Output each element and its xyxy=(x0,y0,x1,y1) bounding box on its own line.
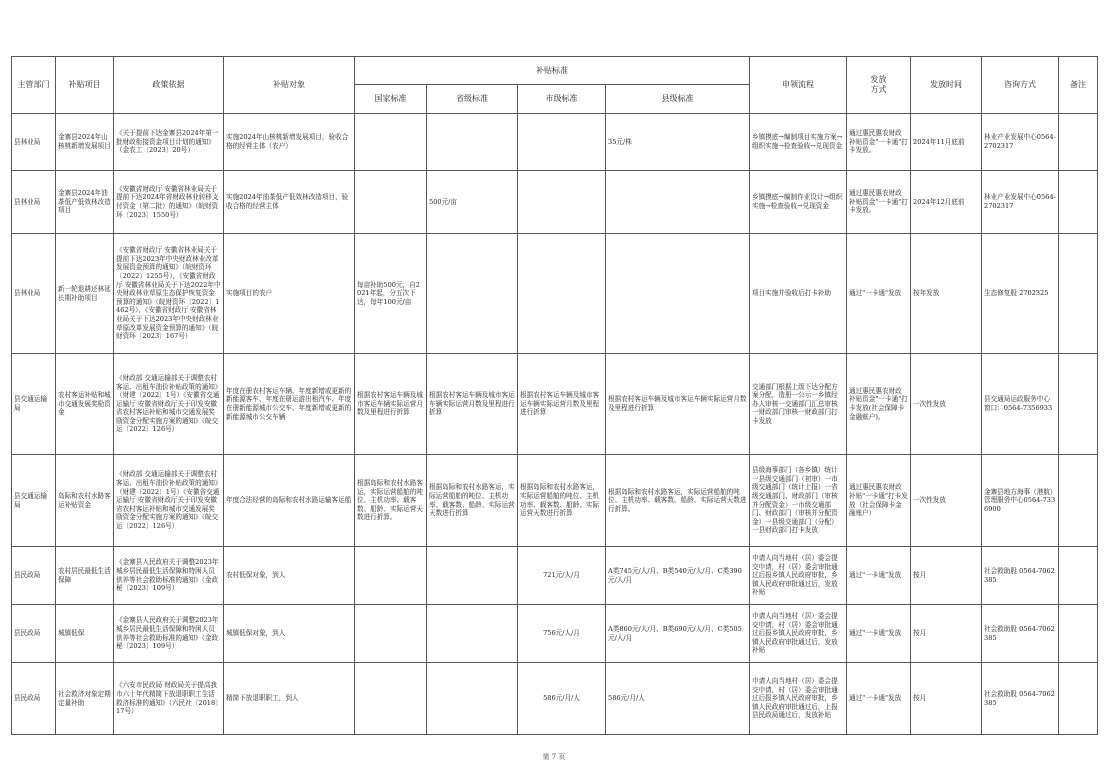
cell-item: 金寨县2024年油茶低产低效林改造项目 xyxy=(56,171,114,234)
cell-time: 按月 xyxy=(911,605,982,663)
cell-item: 农村居民最低生活保障 xyxy=(56,547,114,605)
cell-basis: 《金寨县人民政府关于调整2023年城乡居民最低生活保障和特困人员供养等社会救助标准的通知》（金政秘〔2023〕109号） xyxy=(114,547,224,605)
cell-national xyxy=(355,605,427,663)
cell-item: 农村客运补贴和城市交通发展奖励资金 xyxy=(56,354,114,455)
cell-method: 通过"一卡通"发放 xyxy=(847,547,911,605)
cell-note xyxy=(1059,455,1098,547)
cell-contact: 林业产业发展中心0564-2702317 xyxy=(982,171,1059,234)
cell-contact: 县交通局运政服务中心窗口：0564-7356933 xyxy=(982,354,1059,455)
cell-dept: 县民政局 xyxy=(12,605,56,663)
cell-time: 按月 xyxy=(911,547,982,605)
cell-city: 721元/人/月 xyxy=(518,547,606,605)
cell-city: 根据农村客运车辆及城市客运车辆实际运营月数及里程进行折算 xyxy=(518,354,606,455)
table-row xyxy=(12,605,1098,663)
cell-method: 通过惠民惠农财政补贴"一卡通"打卡发放（社会保障卡金融账户） xyxy=(847,455,911,547)
header-county: 县级标准 xyxy=(606,85,750,114)
cell-provincial xyxy=(427,547,518,605)
cell-national xyxy=(355,547,427,605)
cell-target: 精简下放退职职工，到人 xyxy=(224,663,355,735)
table-row xyxy=(12,354,1098,455)
header-note: 备注 xyxy=(1059,57,1098,114)
cell-basis: 《安徽省财政厅 安徽省林业局关于提前下达2023年中央财政林业改革发展资金预算的通知》（皖财资环〔2022〕1255号），《安徽省财政厅 安徽省林业局关于下达2022年中央财政林业草原生态保护恢复资金预算的通知》（皖财资环〔2022〕1462号），《安徽省财政厅 安徽省林业局关于下达2023年中央财政林业草原改革发展资金预算的通知》（皖财资环〔2023〕167号） xyxy=(114,234,224,354)
cell-contact: 社会救助股 0564-7062385 xyxy=(982,605,1059,663)
cell-contact: 社会救助股 0564-7062385 xyxy=(982,547,1059,605)
cell-time: 一次性发放 xyxy=(911,455,982,547)
table-row xyxy=(12,547,1098,605)
cell-note xyxy=(1059,171,1098,234)
header-time: 发放时间 xyxy=(911,57,982,114)
cell-provincial: 根据岛际和农村水路客运，实际运营船舶的吨位、主机功率、载客数、船龄、实际运营天数进行折算 xyxy=(427,455,518,547)
cell-dept: 县民政局 xyxy=(12,663,56,735)
cell-national xyxy=(355,114,427,171)
cell-county: 586元/月/人 xyxy=(606,663,750,735)
cell-city xyxy=(518,234,606,354)
cell-note xyxy=(1059,663,1098,735)
cell-provincial: 根据农村客运车辆及城市客运车辆实际运营月数及里程进行折算 xyxy=(427,354,518,455)
cell-time: 按年发放 xyxy=(911,234,982,354)
table-row xyxy=(12,171,1098,234)
header-contact: 咨询方式 xyxy=(982,57,1059,114)
cell-process: 项目实施并验收后打卡补助 xyxy=(750,234,847,354)
cell-method: 通过"一卡通"发放 xyxy=(847,663,911,735)
cell-target: 实施项目的农户 xyxy=(224,234,355,354)
table-row xyxy=(12,114,1098,171)
header-provincial: 省级标准 xyxy=(427,85,518,114)
cell-method: 通过惠民惠农财政补贴资金"一卡通"打卡发放。 xyxy=(847,171,911,234)
cell-target: 实施2024年油茶低产低效林改造项目，验收合格的经营主体 xyxy=(224,171,355,234)
cell-county: A类860元/人/月、B类690元/人/月、C类505元/人/月 xyxy=(606,605,750,663)
cell-provincial xyxy=(427,605,518,663)
table-row xyxy=(12,234,1098,354)
header-city: 市级标准 xyxy=(518,85,606,114)
cell-dept: 县交通运输局 xyxy=(12,354,56,455)
header-dept: 主管部门 xyxy=(12,57,56,114)
cell-item: 金寨县2024年山核桃新增发展项目 xyxy=(56,114,114,171)
cell-national xyxy=(355,663,427,735)
cell-method: 通过惠民惠农财政补贴资金"一卡通"打卡发放(社会保障卡金融账户)。 xyxy=(847,354,911,455)
cell-contact: 金寨县地方海事（港航）管理服务中心0564-7336900 xyxy=(982,455,1059,547)
header-process: 申领流程 xyxy=(750,57,847,114)
cell-item: 新一轮退耕还林延长期补助项目 xyxy=(56,234,114,354)
cell-basis: 《六安市民政局 财政局关于提高我市六十年代精简下放退职职工生活救济标准的通知》（六民社〔2018〕17号） xyxy=(114,663,224,735)
page-number: 第 7 页 xyxy=(542,753,566,761)
cell-target: 年度合法经营的岛际和农村水路运输客运船 xyxy=(224,455,355,547)
cell-provincial: 500元/亩 xyxy=(427,171,518,234)
cell-city xyxy=(518,114,606,171)
cell-process: 乡镇摸底→编制作业设计→组织实施→检查验收→兑现资金 xyxy=(750,171,847,234)
cell-method: 通过"一卡通"发放 xyxy=(847,605,911,663)
cell-dept: 县交通运输局 xyxy=(12,455,56,547)
cell-county xyxy=(606,234,750,354)
header-standard: 补贴标准 xyxy=(355,57,750,85)
cell-county: 根据农村客运车辆及城市客运车辆实际运营月数及里程进行折算 xyxy=(606,354,750,455)
cell-city: 根据岛际和农村水路客运，实际运营船舶的吨位、主机功率、载客数、船龄、实际运营天数进行折算 xyxy=(518,455,606,547)
cell-target: 农村低保对象，到人 xyxy=(224,547,355,605)
cell-method: 通过"一卡通"发放 xyxy=(847,234,911,354)
cell-dept: 县林业局 xyxy=(12,114,56,171)
cell-city: 586元/月/人 xyxy=(518,663,606,735)
cell-time: 2024年11月底前 xyxy=(911,114,982,171)
cell-national xyxy=(355,171,427,234)
cell-target: 城镇低保对象，到人 xyxy=(224,605,355,663)
cell-process: 申请人向当地村（居）委会提交申请，村（居）委会审批通过后报乡镇人民政府审批，乡镇人民政府审批通过后，发放补贴 xyxy=(750,547,847,605)
cell-target: 年度在册农村客运车辆、年度新增或更新的新能源客车、年度在册运游出租汽车、年度在册新能源城市公交车、年度新增或更新的新能源城市公交车辆 xyxy=(224,354,355,455)
cell-time: 按月 xyxy=(911,663,982,735)
cell-county xyxy=(606,171,750,234)
cell-process: 县级海事部门（各乡镇）统计一县级交通部门（初审）一市级交通部门（统计上报）一省级交通部门、财政部门（审核并分配资金）一市级交通部门、财政部门（审核并分配资金）一县级交通部门（分配）一县财政部门打卡发放 xyxy=(750,455,847,547)
cell-dept: 县民政局 xyxy=(12,547,56,605)
header-item: 补贴项目 xyxy=(56,57,114,114)
cell-dept: 县林业局 xyxy=(12,171,56,234)
cell-national: 根据岛际和农村水路客运，实际运营船舶的吨位、主机功率、载客数、船龄、实际运营天数进行折算。 xyxy=(355,455,427,547)
cell-item: 岛际和农村水路客运补贴资金 xyxy=(56,455,114,547)
cell-contact: 林业产业发展中心0564-2702317 xyxy=(982,114,1059,171)
cell-national: 每亩补助500元，自2021年起，分五次下达，每年100元/亩 xyxy=(355,234,427,354)
cell-time: 2024年12月底前 xyxy=(911,171,982,234)
header-basis: 政策依据 xyxy=(114,57,224,114)
cell-contact: 社会救助股 0564-7062385 xyxy=(982,663,1059,735)
cell-note xyxy=(1059,354,1098,455)
table-row xyxy=(12,663,1098,735)
subsidy-table xyxy=(11,56,1098,735)
cell-basis: 《金寨县人民政府关于调整2023年城乡居民最低生活保障和特困人员供养等社会救助标准的通知》（金政秘〔2023〕109号） xyxy=(114,605,224,663)
cell-city xyxy=(518,171,606,234)
cell-item: 城镇低保 xyxy=(56,605,114,663)
cell-item: 社会救济对象定期定量补助 xyxy=(56,663,114,735)
cell-provincial xyxy=(427,234,518,354)
cell-basis: 《安徽省财政厅 安徽省林业局关于提前下达2024年省财政林业转移支付资金（第二批）的通知》（皖财资环〔2023〕1550号） xyxy=(114,171,224,234)
cell-city: 756元/人/月 xyxy=(518,605,606,663)
cell-process: 乡镇摸底→编制项目实施方案→组织实施→检查验收→兑现资金 xyxy=(750,114,847,171)
cell-county: 根据岛际和农村水路客运，实际运营船舶的吨位、主机功率、载客数、船龄、实际运营天数进行折算。 xyxy=(606,455,750,547)
cell-basis: 《财政部 交通运输部关于调整农村客运、出租车油价补贴政策的通知》（财建〔2022〕1号）《安徽省交通运输厅 安徽省财政厅关于印发安徽省农村客运补贴和城市交通发展奖励资金分配实施方案的通知》（皖交运〔2022〕126号） xyxy=(114,354,224,455)
table-row xyxy=(12,455,1098,547)
cell-note xyxy=(1059,547,1098,605)
header-method: 发放 方式 xyxy=(847,57,911,114)
cell-target: 实施2024年山核桃新增发展项目，验收合格的经营主体（农户） xyxy=(224,114,355,171)
cell-county: A类745元/人/月、B类540元/人/月、C类390元/人/月 xyxy=(606,547,750,605)
header-target: 补贴对象 xyxy=(224,57,355,114)
cell-note xyxy=(1059,114,1098,171)
cell-method: 通过惠民惠农财政补贴资金"一卡通"打卡发放。 xyxy=(847,114,911,171)
cell-provincial xyxy=(427,114,518,171)
cell-national: 根据农村客运车辆及城市客运车辆实际运营月数及里程进行折算 xyxy=(355,354,427,455)
cell-process: 申请人向当地村（居）委会提交申请，村（居）委会审批通过后报乡镇人民政府审批，乡镇人民政府审批通过后，发放补贴 xyxy=(750,605,847,663)
cell-dept: 县林业局 xyxy=(12,234,56,354)
header-national: 国家标准 xyxy=(355,85,427,114)
cell-time: 一次性发放 xyxy=(911,354,982,455)
cell-note xyxy=(1059,234,1098,354)
cell-note xyxy=(1059,605,1098,663)
cell-basis: 《财政部 交通运输部关于调整农村客运、出租车油价补贴政策的通知》（财建〔2022〕1号）《安徽省交通运输厅 安徽省财政厅关于印发安徽省农村客运补贴和城市交通发展奖励资金分配实施方案的通知》（皖交运〔2022〕126号） xyxy=(114,455,224,547)
cell-basis: 《关于提前下达金寨县2024年第一批财政衔接资金项目计划的通知》（金农工〔2023〕20号） xyxy=(114,114,224,171)
cell-process: 交通部门根据上级下达分配方案分配，造册一公示一乡镇经办人审核一交通部门汇总审核一财政部门审核一财政部门打卡发放 xyxy=(750,354,847,455)
cell-county: 35元/株 xyxy=(606,114,750,171)
cell-process: 申请人向当地村（居）委会提交申请，村（居）委会审批通过后报乡镇人民政府审批，乡镇人民政府审批通过后，上报县民政局通过后，发放补贴 xyxy=(750,663,847,735)
cell-provincial xyxy=(427,663,518,735)
cell-contact: 生态修复股 2702325 xyxy=(982,234,1059,354)
